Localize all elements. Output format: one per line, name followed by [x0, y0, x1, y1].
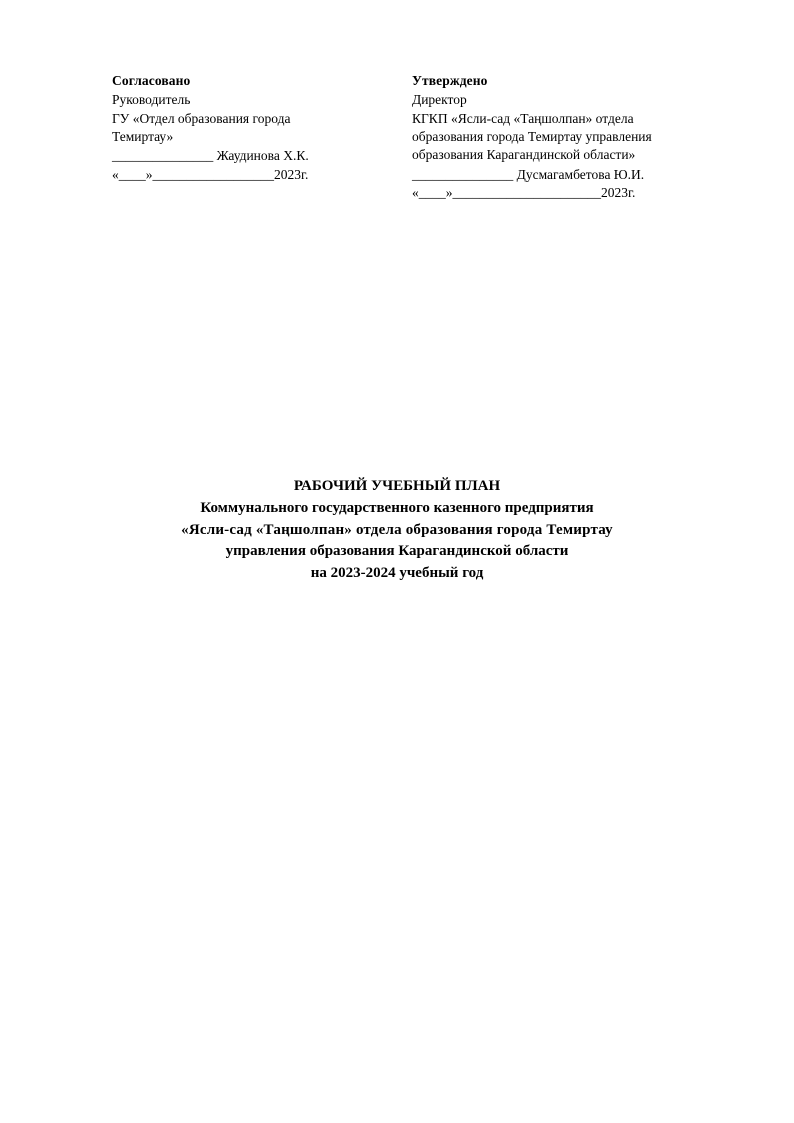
- approval-org-line-2: образования города Темиртау управления: [412, 129, 652, 145]
- approval-signature-line: _______________ Жаудинова Х.К.: [112, 148, 309, 164]
- title-line-1: РАБОЧИЙ УЧЕБНЫЙ ПЛАН: [293, 478, 501, 494]
- approval-org-line-3: образования Карагандинской области»: [412, 147, 636, 163]
- approval-role: Директор: [412, 92, 467, 108]
- approval-org-line-2: Темиртау»: [112, 129, 174, 145]
- approval-date-line: «____»______________________2023г.: [412, 185, 636, 201]
- approval-header-row: [112, 72, 712, 203]
- approval-block-utverzhdeno: [412, 72, 712, 203]
- approval-org-line-1: ГУ «Отдел образования города: [112, 110, 291, 126]
- title-line-2: Коммунального государственного казенного предприятия: [200, 499, 594, 516]
- approval-date-line: «____»__________________2023г.: [112, 166, 309, 182]
- approval-org-line-1: КГКП «Ясли-сад «Таңшолпан» отдела: [412, 110, 634, 126]
- title-line-4: управления образования Карагандинской области: [225, 543, 569, 560]
- approval-signature-line: _______________ Дусмагамбетова Ю.И.: [412, 166, 645, 182]
- approval-role: Руководитель: [112, 92, 191, 108]
- document-title-block: [97, 476, 697, 585]
- approval-heading: Согласовано: [112, 73, 191, 88]
- title-line-3: «Ясли-сад «Таңшолпан» отдела образования города Темиртау: [181, 521, 613, 538]
- title-line-5: на 2023-2024 учебный год: [310, 565, 484, 581]
- approval-block-soglasovano: [112, 72, 352, 184]
- approval-heading: Утверждено: [412, 73, 488, 88]
